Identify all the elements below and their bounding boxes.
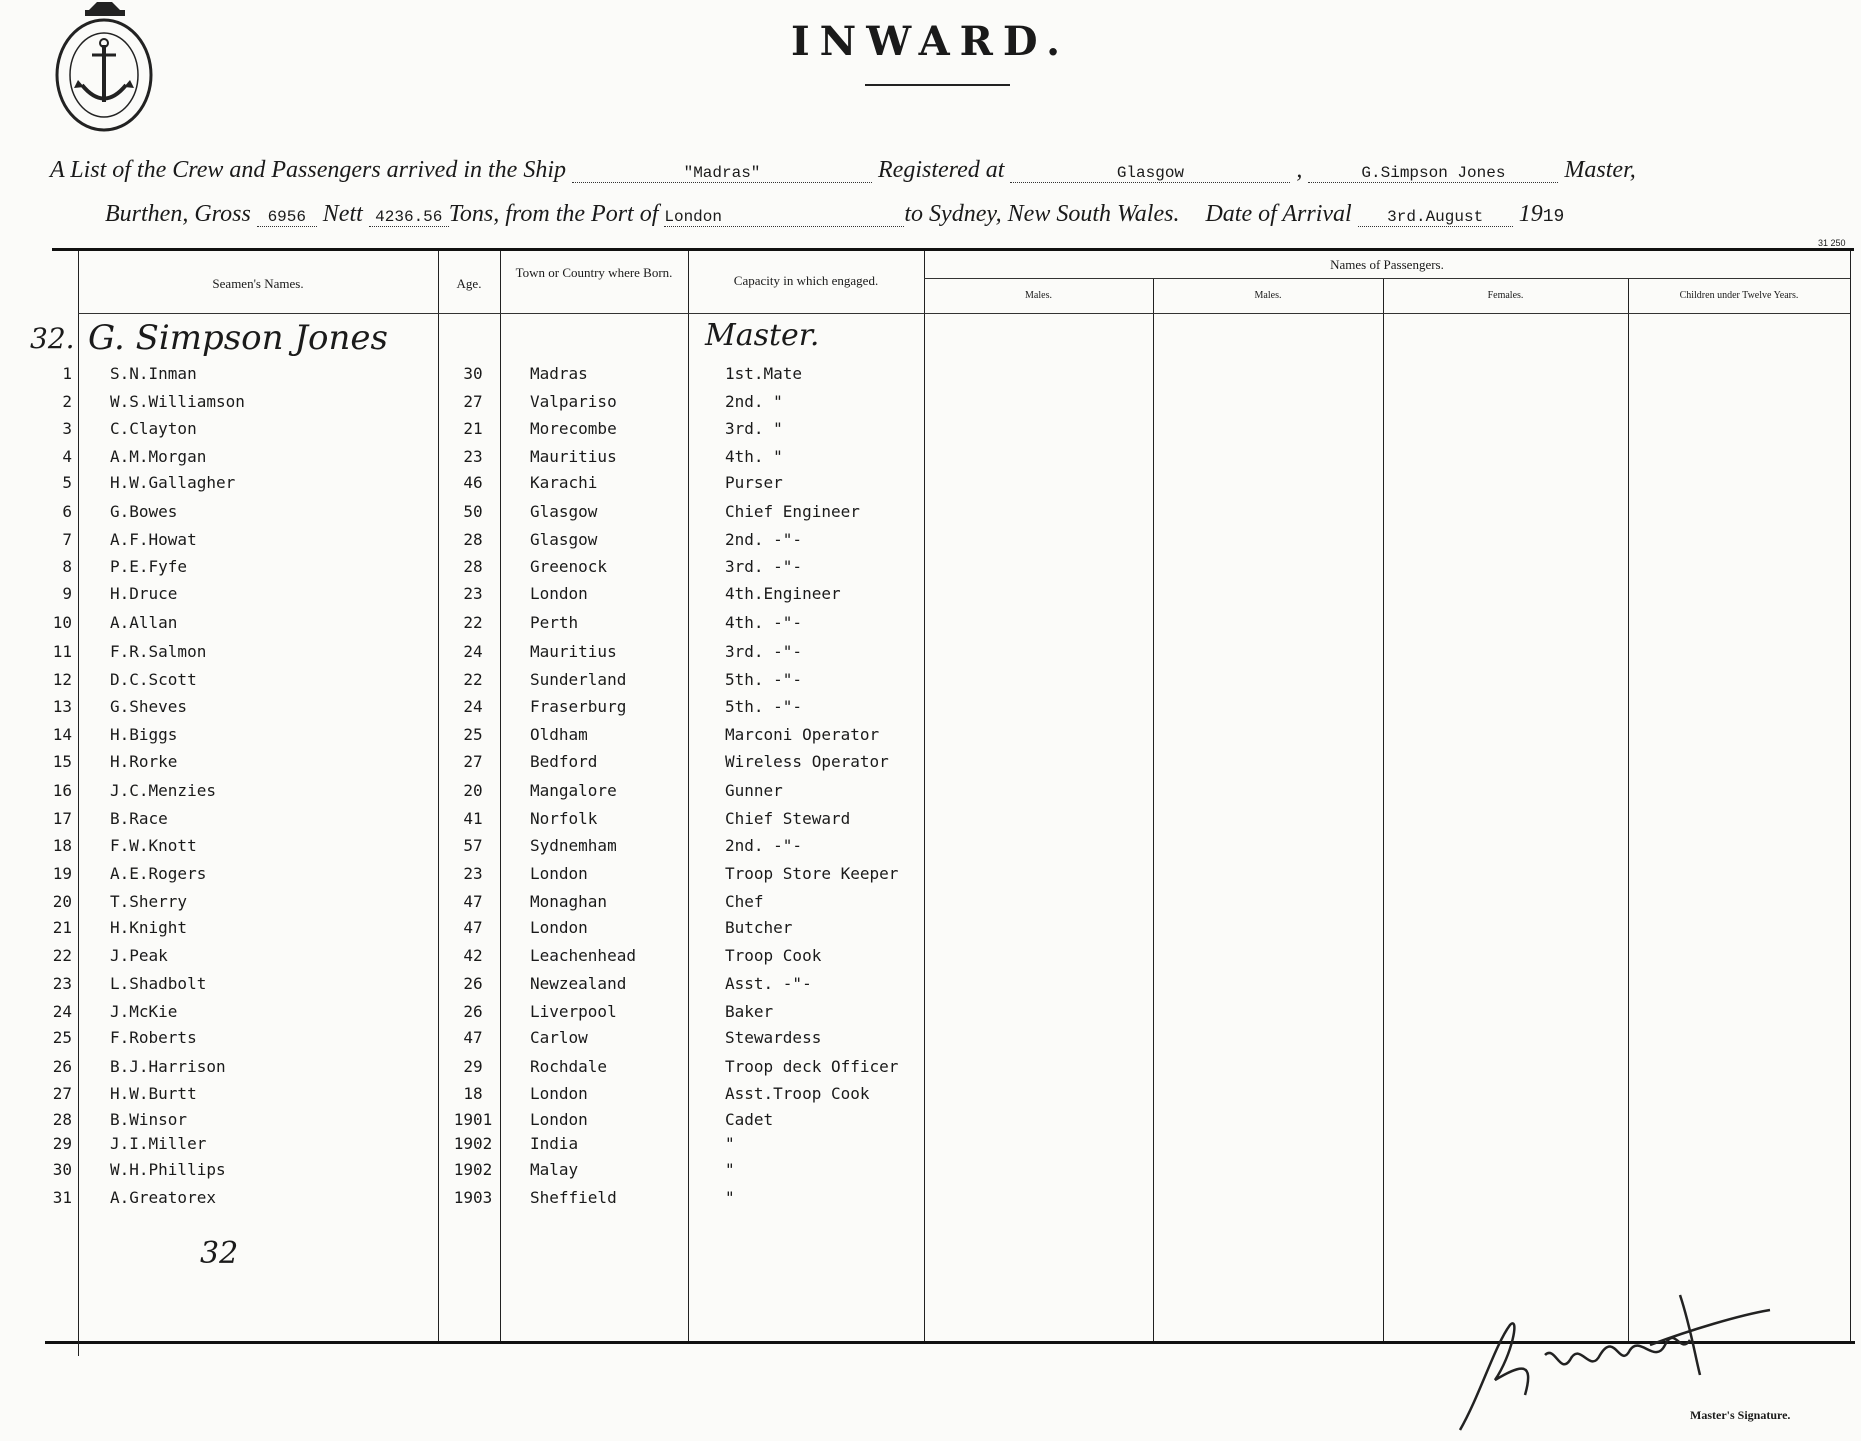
capacity-header: Capacity in which engaged. bbox=[733, 273, 879, 288]
age-header: Age. bbox=[456, 276, 482, 291]
list-intro-text: A List of the Crew and Passengers arrived in the Ship bbox=[50, 157, 566, 183]
passengers-header: Names of Passengers. bbox=[1330, 257, 1444, 272]
males-header-2: Males. bbox=[1254, 290, 1282, 301]
passenger-header-rule bbox=[924, 278, 1850, 279]
crew-capacity: 3rd. -"- bbox=[725, 557, 803, 576]
crew-age: 25 bbox=[463, 725, 483, 744]
table-row bbox=[0, 697, 1000, 721]
table-row bbox=[0, 502, 1000, 526]
table-row bbox=[0, 725, 1000, 749]
crew-number: 21 bbox=[52, 918, 72, 937]
crew-capacity: Troop deck Officer bbox=[725, 1057, 899, 1076]
crew-name: S.N.Inman bbox=[110, 364, 197, 383]
crew-birthplace: Glasgow bbox=[530, 502, 598, 521]
crew-number: 8 bbox=[62, 557, 72, 576]
crew-birthplace: Mauritius bbox=[530, 447, 617, 466]
col-divider bbox=[1383, 278, 1384, 1341]
form-number: 31 250 bbox=[1818, 238, 1846, 248]
crew-name: J.McKie bbox=[110, 1002, 178, 1021]
crew-age: 24 bbox=[463, 697, 483, 716]
crew-number: 4 bbox=[62, 447, 72, 466]
crew-age: 1902 bbox=[453, 1134, 493, 1153]
table-row bbox=[0, 557, 1000, 581]
crew-capacity: Baker bbox=[725, 1002, 774, 1021]
crew-capacity: Troop Store Keeper bbox=[725, 864, 899, 883]
crew-number: 11 bbox=[52, 642, 72, 661]
crew-name: B.Winsor bbox=[110, 1110, 188, 1129]
crew-birthplace: Morecombe bbox=[530, 419, 617, 438]
crew-name: W.H.Phillips bbox=[110, 1160, 226, 1179]
col-divider bbox=[1628, 278, 1629, 1341]
master-row-capacity: Master. bbox=[705, 318, 820, 353]
crew-name: D.C.Scott bbox=[110, 670, 197, 689]
crew-number: 18 bbox=[52, 836, 72, 855]
crew-name: J.C.Menzies bbox=[110, 781, 216, 800]
crew-age: 23 bbox=[463, 447, 483, 466]
crew-age: 1902 bbox=[453, 1160, 493, 1179]
crew-age: 47 bbox=[463, 892, 483, 911]
table-row bbox=[0, 1134, 1000, 1158]
crew-birthplace: London bbox=[530, 584, 588, 603]
header-bottom-rule bbox=[78, 313, 1850, 314]
year-suffix: 19 bbox=[1542, 207, 1565, 227]
from-port-field: London bbox=[664, 208, 904, 227]
table-row bbox=[0, 781, 1000, 805]
table-row bbox=[0, 584, 1000, 608]
crew-capacity: Chief Engineer bbox=[725, 502, 860, 521]
crew-capacity: " bbox=[725, 1188, 735, 1207]
crew-capacity: 4th. " bbox=[725, 447, 783, 466]
crew-name: F.W.Knott bbox=[110, 836, 197, 855]
crew-name: J.Peak bbox=[110, 946, 168, 965]
crew-age: 24 bbox=[463, 642, 483, 661]
ship-name-field: "Madras" bbox=[572, 164, 872, 183]
crew-capacity: 4th.Engineer bbox=[725, 584, 841, 603]
crew-age: 47 bbox=[463, 918, 483, 937]
table-row bbox=[0, 447, 1000, 471]
crew-birthplace: Rochdale bbox=[530, 1057, 608, 1076]
crew-number: 31 bbox=[52, 1188, 72, 1207]
nett-tons-field: 4236.56 bbox=[369, 208, 449, 227]
crew-age: 28 bbox=[463, 530, 483, 549]
page-title: INWARD. bbox=[790, 18, 1071, 65]
table-row bbox=[0, 670, 1000, 694]
nett-label: Nett bbox=[322, 201, 363, 227]
crew-age: 27 bbox=[463, 392, 483, 411]
arrival-date-field: 3rd.August bbox=[1358, 208, 1513, 227]
crew-capacity: Wireless Operator bbox=[725, 752, 889, 771]
table-top-rule bbox=[52, 248, 1854, 251]
header-line-2 bbox=[105, 201, 1564, 228]
table-row bbox=[0, 642, 1000, 666]
crew-age: 57 bbox=[463, 836, 483, 855]
seamen-names-header: Seamen's Names. bbox=[212, 276, 304, 291]
crew-number: 3 bbox=[62, 419, 72, 438]
crew-name: J.I.Miller bbox=[110, 1134, 207, 1153]
arrival-label: Date of Arrival bbox=[1205, 201, 1352, 227]
crew-number: 25 bbox=[52, 1028, 72, 1047]
crew-number: 23 bbox=[52, 974, 72, 993]
crew-name: F.Roberts bbox=[110, 1028, 197, 1047]
table-row bbox=[0, 1057, 1000, 1081]
crew-age: 1901 bbox=[453, 1110, 493, 1129]
crew-birthplace: Mangalore bbox=[530, 781, 617, 800]
master-row-name: G. Simpson Jones bbox=[88, 318, 388, 358]
crew-name: B.Race bbox=[110, 809, 168, 828]
crew-age: 26 bbox=[463, 974, 483, 993]
table-row bbox=[0, 392, 1000, 416]
crew-birthplace: Oldham bbox=[530, 725, 588, 744]
crew-age: 27 bbox=[463, 752, 483, 771]
crew-number: 24 bbox=[52, 1002, 72, 1021]
table-row bbox=[0, 1110, 1000, 1134]
crew-number: 9 bbox=[62, 584, 72, 603]
crew-name: H.W.Burtt bbox=[110, 1084, 197, 1103]
crew-capacity: " bbox=[725, 1134, 735, 1153]
crew-number: 15 bbox=[52, 752, 72, 771]
crew-age: 29 bbox=[463, 1057, 483, 1076]
children-header: Children under Twelve Years. bbox=[1679, 290, 1799, 301]
crew-age: 50 bbox=[463, 502, 483, 521]
crew-name: B.J.Harrison bbox=[110, 1057, 226, 1076]
crew-name: W.S.Williamson bbox=[110, 392, 245, 411]
crew-birthplace: Carlow bbox=[530, 1028, 588, 1047]
males-header-1: Males. bbox=[1025, 290, 1052, 301]
total-count-note: 32 bbox=[200, 1236, 239, 1271]
crew-capacity: Troop Cook bbox=[725, 946, 822, 965]
crew-birthplace: Sheffield bbox=[530, 1188, 617, 1207]
table-row bbox=[0, 473, 1000, 497]
crew-birthplace: Valpariso bbox=[530, 392, 617, 411]
table-row bbox=[0, 530, 1000, 554]
crew-capacity: Asst. -"- bbox=[725, 974, 812, 993]
comma-text: , bbox=[1296, 157, 1303, 183]
crew-capacity: Marconi Operator bbox=[725, 725, 880, 744]
crew-number: 14 bbox=[52, 725, 72, 744]
crew-age: 26 bbox=[463, 1002, 483, 1021]
crew-capacity: 4th. -"- bbox=[725, 613, 803, 632]
crew-name: A.E.Rogers bbox=[110, 864, 207, 883]
crew-number: 19 bbox=[52, 864, 72, 883]
table-row bbox=[0, 974, 1000, 998]
table-row bbox=[0, 364, 1000, 388]
crew-capacity: Asst.Troop Cook bbox=[725, 1084, 870, 1103]
master-row-number: 32. bbox=[30, 322, 75, 355]
crew-age: 30 bbox=[463, 364, 483, 383]
crew-number: 5 bbox=[62, 473, 72, 492]
crew-name: H.Rorke bbox=[110, 752, 178, 771]
crew-name: G.Sheves bbox=[110, 697, 188, 716]
table-row bbox=[0, 613, 1000, 637]
crew-birthplace: Norfolk bbox=[530, 809, 598, 828]
crew-capacity: 3rd. " bbox=[725, 419, 783, 438]
crew-capacity: Gunner bbox=[725, 781, 783, 800]
crew-capacity: Chef bbox=[725, 892, 764, 911]
col-divider bbox=[1850, 251, 1851, 1341]
crew-capacity: 5th. -"- bbox=[725, 697, 803, 716]
burthen-gross-label: Burthen, Gross bbox=[105, 201, 251, 227]
crew-age: 22 bbox=[463, 670, 483, 689]
crew-name: F.R.Salmon bbox=[110, 642, 207, 661]
table-row bbox=[0, 752, 1000, 776]
registered-at-label: Registered at bbox=[878, 157, 1005, 183]
crew-birthplace: Glasgow bbox=[530, 530, 598, 549]
table-row bbox=[0, 946, 1000, 970]
crew-capacity: " bbox=[725, 1160, 735, 1179]
crew-name: C.Clayton bbox=[110, 419, 197, 438]
crew-birthplace: Liverpool bbox=[530, 1002, 617, 1021]
table-row bbox=[0, 1084, 1000, 1108]
crew-capacity: Butcher bbox=[725, 918, 793, 937]
crew-number: 13 bbox=[52, 697, 72, 716]
crew-name: G.Bowes bbox=[110, 502, 178, 521]
table-row bbox=[0, 419, 1000, 443]
crew-age: 20 bbox=[463, 781, 483, 800]
crew-capacity: 1st.Mate bbox=[725, 364, 803, 383]
crew-capacity: Purser bbox=[725, 473, 783, 492]
crew-birthplace: Leachenhead bbox=[530, 946, 636, 965]
crew-birthplace: Sydnemham bbox=[530, 836, 617, 855]
year-prefix: 19 bbox=[1518, 201, 1543, 227]
crew-number: 29 bbox=[52, 1134, 72, 1153]
crew-capacity: Chief Steward bbox=[725, 809, 851, 828]
crew-capacity: Cadet bbox=[725, 1110, 774, 1129]
crew-birthplace: India bbox=[530, 1134, 579, 1153]
master-name-field: G.Simpson Jones bbox=[1308, 164, 1558, 183]
crew-age: 21 bbox=[463, 419, 483, 438]
destination-text: to Sydney, New South Wales. bbox=[904, 201, 1180, 227]
gross-tons-field: 6956 bbox=[257, 208, 317, 227]
crew-birthplace: London bbox=[530, 1110, 588, 1129]
table-row bbox=[0, 1188, 1000, 1212]
crew-name: H.Knight bbox=[110, 918, 188, 937]
table-row bbox=[0, 1002, 1000, 1026]
crew-birthplace: Perth bbox=[530, 613, 579, 632]
crew-birthplace: Bedford bbox=[530, 752, 598, 771]
crew-number: 16 bbox=[52, 781, 72, 800]
crew-name: A.Greatorex bbox=[110, 1188, 216, 1207]
crew-capacity: 2nd. -"- bbox=[725, 836, 803, 855]
crew-age: 47 bbox=[463, 1028, 483, 1047]
crew-name: H.Druce bbox=[110, 584, 178, 603]
crew-birthplace: Sunderland bbox=[530, 670, 627, 689]
table-row bbox=[0, 809, 1000, 833]
table-row bbox=[0, 892, 1000, 916]
crew-age: 23 bbox=[463, 584, 483, 603]
crew-number: 22 bbox=[52, 946, 72, 965]
crew-number: 28 bbox=[52, 1110, 72, 1129]
crew-birthplace: Monaghan bbox=[530, 892, 608, 911]
master-label: Master, bbox=[1564, 157, 1636, 183]
table-row bbox=[0, 836, 1000, 860]
crew-birthplace: London bbox=[530, 864, 588, 883]
crew-name: A.M.Morgan bbox=[110, 447, 207, 466]
crew-number: 1 bbox=[62, 364, 72, 383]
crew-name: L.Shadbolt bbox=[110, 974, 207, 993]
crew-birthplace: Greenock bbox=[530, 557, 608, 576]
crew-age: 1903 bbox=[453, 1188, 493, 1207]
crew-age: 41 bbox=[463, 809, 483, 828]
table-row bbox=[0, 1028, 1000, 1052]
crew-age: 22 bbox=[463, 613, 483, 632]
crew-number: 12 bbox=[52, 670, 72, 689]
crew-birthplace: Madras bbox=[530, 364, 588, 383]
crew-number: 30 bbox=[52, 1160, 72, 1179]
crew-name: A.F.Howat bbox=[110, 530, 197, 549]
crew-birthplace: Karachi bbox=[530, 473, 598, 492]
table-row bbox=[0, 1160, 1000, 1184]
females-header: Females. bbox=[1487, 290, 1524, 301]
title-ornament-rule bbox=[865, 84, 1010, 86]
crew-number: 20 bbox=[52, 892, 72, 911]
crew-name: P.E.Fyfe bbox=[110, 557, 188, 576]
crew-number: 26 bbox=[52, 1057, 72, 1076]
crew-age: 46 bbox=[463, 473, 483, 492]
crew-number: 2 bbox=[62, 392, 72, 411]
from-port-label: Tons, from the Port of bbox=[448, 201, 659, 227]
crew-birthplace: Fraserburg bbox=[530, 697, 627, 716]
table-row bbox=[0, 918, 1000, 942]
crew-number: 10 bbox=[52, 613, 72, 632]
crew-age: 42 bbox=[463, 946, 483, 965]
master-signature-label: Master's Signature. bbox=[1690, 1408, 1791, 1422]
crew-name: H.W.Gallagher bbox=[110, 473, 236, 492]
port-registered-field: Glasgow bbox=[1010, 164, 1290, 183]
crew-capacity: 5th. -"- bbox=[725, 670, 803, 689]
crew-birthplace: Malay bbox=[530, 1160, 579, 1179]
col-divider bbox=[1153, 278, 1154, 1341]
crew-number: 6 bbox=[62, 502, 72, 521]
crew-name: A.Allan bbox=[110, 613, 178, 632]
crew-capacity: 3rd. -"- bbox=[725, 642, 803, 661]
crew-birthplace: Mauritius bbox=[530, 642, 617, 661]
header-line-1 bbox=[50, 157, 1636, 184]
crew-age: 23 bbox=[463, 864, 483, 883]
crew-number: 7 bbox=[62, 530, 72, 549]
crew-number: 17 bbox=[52, 809, 72, 828]
table-row bbox=[0, 864, 1000, 888]
crew-birthplace: London bbox=[530, 918, 588, 937]
crew-age: 18 bbox=[463, 1084, 483, 1103]
crew-birthplace: London bbox=[530, 1084, 588, 1103]
town-header: Town or Country where Born. bbox=[515, 265, 673, 280]
crew-capacity: 2nd. " bbox=[725, 392, 783, 411]
crew-name: H.Biggs bbox=[110, 725, 178, 744]
crew-birthplace: Newzealand bbox=[530, 974, 627, 993]
crew-number: 27 bbox=[52, 1084, 72, 1103]
crew-capacity: 2nd. -"- bbox=[725, 530, 803, 549]
crew-capacity: Stewardess bbox=[725, 1028, 822, 1047]
crew-age: 28 bbox=[463, 557, 483, 576]
crew-name: T.Sherry bbox=[110, 892, 188, 911]
